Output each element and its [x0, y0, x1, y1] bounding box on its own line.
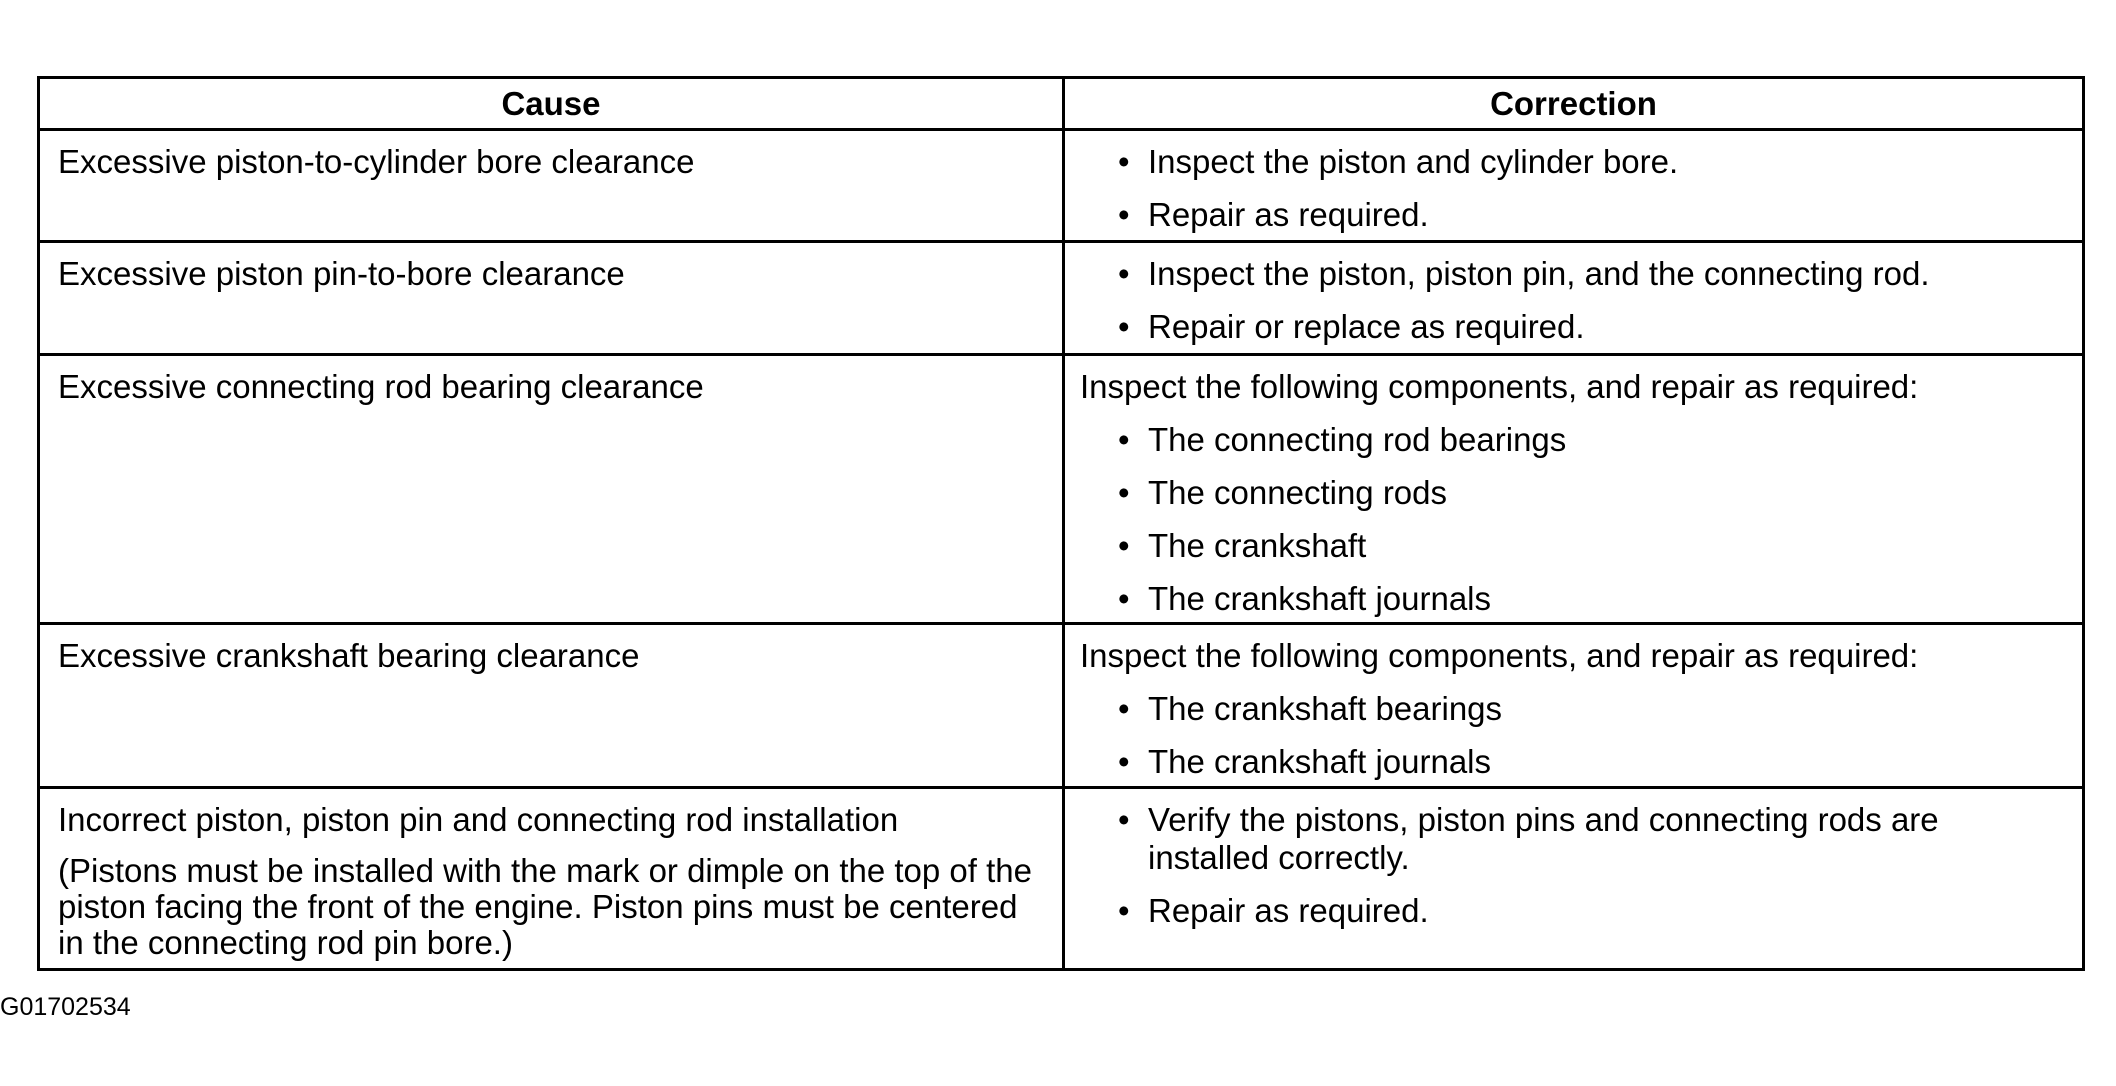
cause-text: Excessive crankshaft bearing clearance: [58, 637, 640, 674]
bullet-icon: •: [1118, 143, 1130, 180]
correction-cell: [1065, 625, 2082, 786]
bullet-icon: •: [1118, 474, 1130, 511]
correction-list: [1080, 690, 2082, 781]
figure-id: G01702534: [0, 993, 131, 1021]
cause-cell: [40, 356, 1065, 622]
cause-cell: [40, 789, 1065, 968]
cause-note: (Pistons must be installed with the mark or dimple on the top of the piston facing the front of the engine. Piston pins must be centered in the connecting rod pin bore.): [58, 852, 1032, 961]
cause-cell: [40, 625, 1065, 786]
correction-list: [1080, 801, 2082, 930]
list-item: • Verify the pistons, piston pins and connecting rods are installed correctly.: [1118, 801, 1939, 876]
table-row: [40, 240, 2082, 353]
bullet-icon: •: [1118, 196, 1130, 233]
list-item: • Repair or replace as required.: [1118, 308, 1585, 345]
list-item: • Inspect the piston, piston pin, and the connecting rod.: [1118, 255, 1930, 292]
bullet-icon: •: [1118, 421, 1130, 458]
list-item: • The connecting rods: [1118, 474, 1448, 511]
list-item: • Repair as required.: [1118, 892, 1429, 929]
bullet-icon: •: [1118, 255, 1130, 292]
table-row: [40, 128, 2082, 240]
table-row: [40, 353, 2082, 622]
header-correction: Correction: [1490, 84, 1657, 122]
table-header-row: [40, 79, 2082, 128]
correction-cell: [1065, 356, 2082, 622]
correction-cell: [1065, 789, 2082, 968]
list-item: • The connecting rod bearings: [1118, 421, 1567, 458]
bullet-icon: •: [1118, 527, 1130, 564]
bullet-icon: •: [1118, 308, 1130, 345]
correction-cell: [1065, 131, 2082, 240]
list-item: • Inspect the piston and cylinder bore.: [1118, 143, 1679, 180]
cause-text: Excessive piston pin-to-bore clearance: [58, 255, 625, 292]
cause-text: Excessive piston-to-cylinder bore clearance: [58, 143, 695, 180]
correction-intro: Inspect the following components, and repair as required:: [1080, 637, 1919, 674]
correction-intro: Inspect the following components, and repair as required:: [1080, 368, 1919, 405]
cause-cell: [40, 243, 1065, 353]
bullet-icon: •: [1118, 892, 1130, 929]
header-cause: Cause: [40, 79, 1065, 128]
correction-list: [1080, 421, 2082, 618]
list-item: • The crankshaft journals: [1118, 743, 1492, 780]
correction-list: [1080, 143, 2082, 234]
bullet-icon: •: [1118, 743, 1130, 780]
bullet-icon: •: [1118, 690, 1130, 727]
list-item: • The crankshaft: [1118, 527, 1367, 564]
list-item: • The crankshaft bearings: [1118, 690, 1503, 727]
cause-text: Incorrect piston, piston pin and connecting rod installation: [58, 801, 899, 838]
list-item: • The crankshaft journals: [1118, 580, 1492, 617]
bullet-icon: •: [1118, 580, 1130, 617]
bullet-icon: •: [1118, 801, 1130, 838]
cause-text: Excessive connecting rod bearing clearance: [58, 368, 704, 405]
list-item: • Repair as required.: [1118, 196, 1429, 233]
cause-cell: [40, 131, 1065, 240]
table-row: [40, 622, 2082, 786]
table-row: [40, 786, 2082, 968]
diagnosis-table: [37, 76, 2085, 971]
correction-cell: [1065, 243, 2082, 353]
correction-list: [1080, 255, 2082, 346]
